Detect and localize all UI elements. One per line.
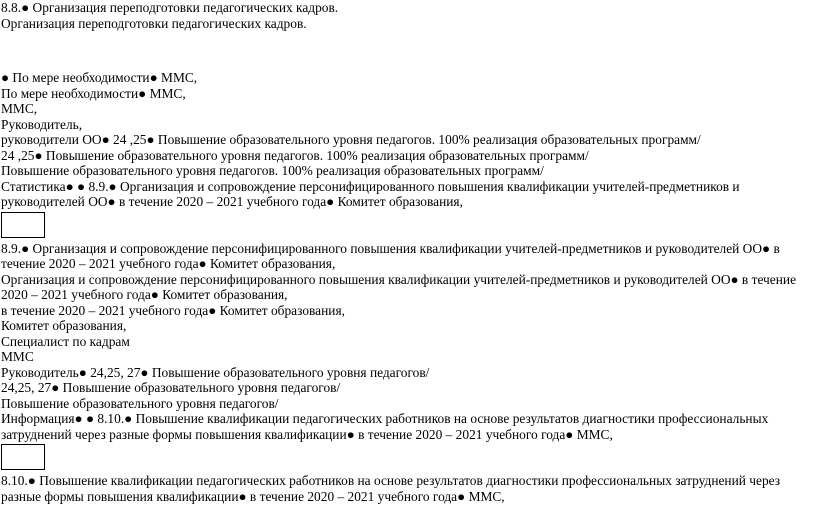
text-line: ● По мере необходимости● ММС,: [1, 70, 198, 85]
text-line: Комитет образования,: [1, 318, 127, 333]
empty-checkbox[interactable]: [1, 212, 45, 238]
empty-checkbox[interactable]: [1, 444, 45, 470]
text-line: Повышение образовательного уровня педагогов. 100% реализация образовательных программ/: [1, 163, 544, 178]
text-line: 24 ,25● Повышение образовательного уровня педагогов. 100% реализация образовательных программ/: [1, 147, 589, 163]
text-line: 8.9.● Организация и сопровождение персонифицированного повышения квалификации учителей-предметников и руководителей ОО● в: [1, 240, 780, 256]
text-line: Руководитель,: [1, 116, 83, 132]
text-line: ММС,: [1, 101, 38, 116]
text-line: руководителей ОО● в течение 2020 – 2021 учебного года● Комитет образования,: [1, 194, 463, 209]
text-line: 2020 – 2021 учебного года● Комитет образования,: [1, 287, 288, 302]
text-line: в течение 2020 – 2021 учебного года● Комитет образования,: [1, 302, 345, 318]
text-line: руководители ОО● 24 ,25● Повышение образовательного уровня педагогов. 100% реализация образовательных программ/: [1, 132, 701, 147]
document-page: [1, 0, 813, 504]
text-line: Организация и сопровождение персонифицированного повышения квалификации учителей-предметников и руководителей ОО● в течение: [1, 271, 797, 287]
text-line: Специалист по кадрам: [1, 333, 130, 349]
text-line: 8.8.● Организация переподготовки педагогических кадров.: [1, 0, 339, 15]
text-line: затруднений через разные формы повышения квалификации● в течение 2020 – 2021 учебного года● ММС,: [1, 426, 613, 442]
text-line: Руководитель● 24,25, 27● Повышение образовательного уровня педагогов/: [1, 364, 430, 380]
text-line: ММС: [1, 349, 34, 364]
text-line: Повышение образовательного уровня педагогов/: [1, 395, 279, 411]
spacer: [1, 31, 813, 70]
text-line: течение 2020 – 2021 учебного года● Комитет образования,: [1, 256, 336, 271]
text-line: 8.10.● Повышение квалификации педагогических работников на основе результатов диагностики профессиональных затруднений через: [1, 473, 781, 488]
text-line: Организация переподготовки педагогических кадров.: [1, 15, 307, 31]
text-line: Статистика● ● 8.9.● Организация и сопровождение персонифицированного повышения квалификации учителей-предметников и: [1, 178, 740, 194]
text-line: По мере необходимости● ММС,: [1, 85, 186, 101]
text-line: разные формы повышения квалификации● в течение 2020 – 2021 учебного года● ММС,: [1, 488, 505, 504]
text-line: Информация● ● 8.10.● Повышение квалификации педагогических работников на основе результатов диагностики профессиональных: [1, 411, 769, 426]
text-line: 24,25, 27● Повышение образовательного уровня педагогов/: [1, 380, 341, 395]
